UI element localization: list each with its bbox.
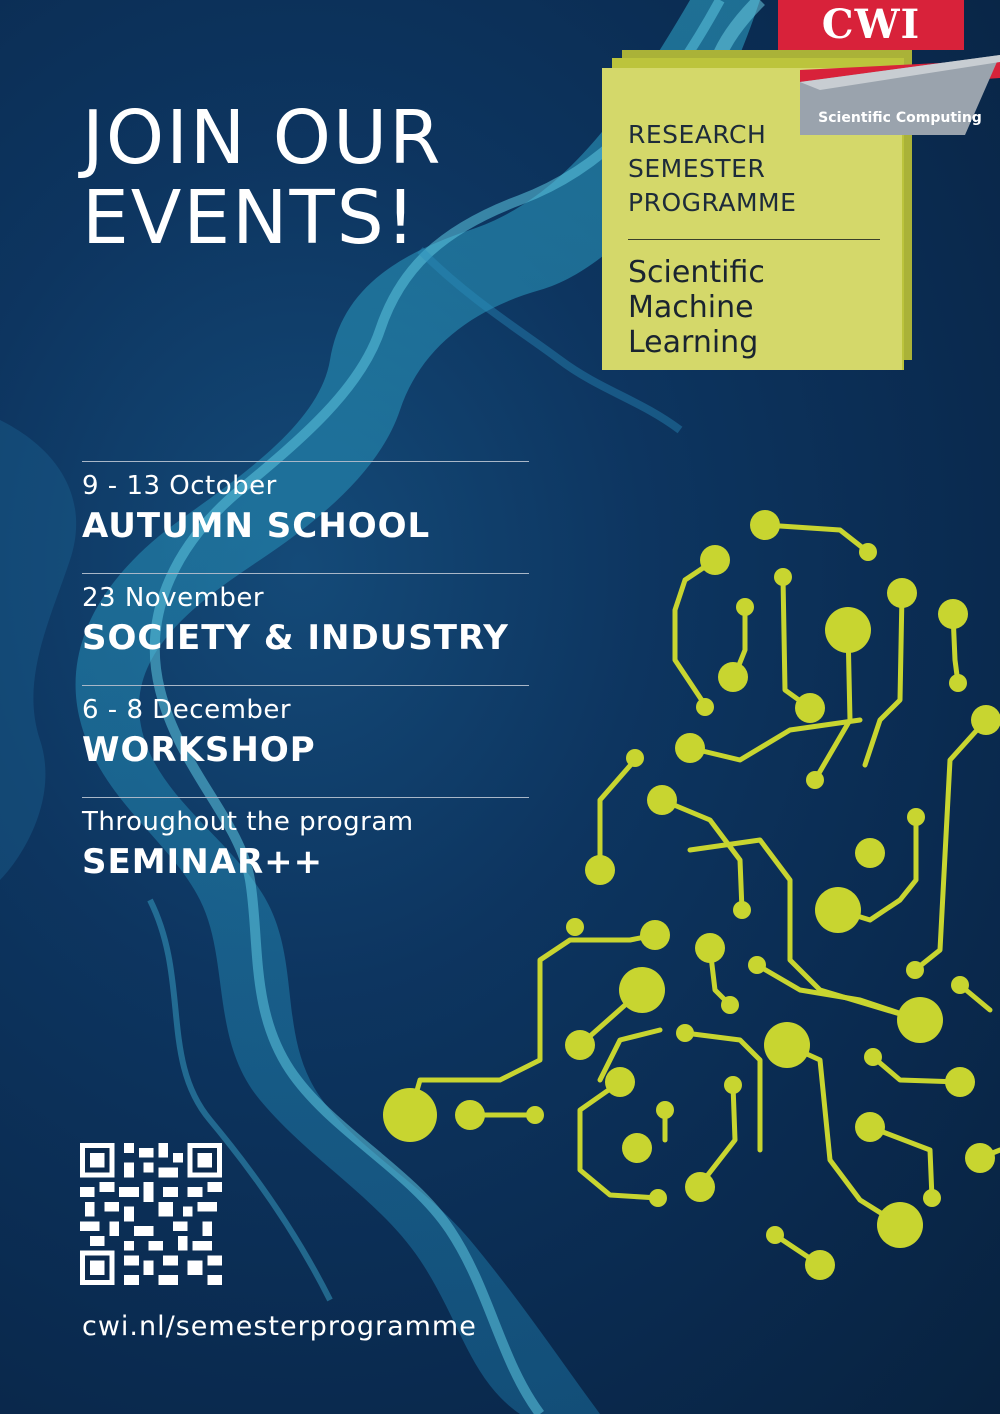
program-kicker-line: PROGRAMME <box>628 188 797 217</box>
program-kicker-line: SEMESTER <box>628 154 766 183</box>
headline-line-1: JOIN OUR <box>82 95 443 181</box>
program-title-line: Machine <box>628 290 754 325</box>
event-name: AUTUMN SCHOOL <box>82 506 431 546</box>
event-name: SEMINAR++ <box>82 842 324 882</box>
website-link[interactable]: cwi.nl/semesterprogramme <box>82 1311 477 1342</box>
event-date: 23 November <box>82 583 265 613</box>
program-title <box>628 255 765 360</box>
circuit-illustration <box>380 500 1000 1400</box>
event-name: WORKSHOP <box>82 730 316 770</box>
program-title-line: Scientific <box>628 255 765 290</box>
card-divider <box>628 239 880 240</box>
headline <box>82 95 443 261</box>
qr-code-icon[interactable] <box>80 1143 222 1285</box>
logo-subtitle: Scientific Computing <box>818 110 982 126</box>
cwi-logo[interactable] <box>760 0 1000 140</box>
event-date: 9 - 13 October <box>82 471 277 501</box>
logo-wordmark: CWI <box>778 0 964 50</box>
program-title-line: Learning <box>628 325 759 360</box>
event-date: 6 - 8 December <box>82 695 292 725</box>
event-date: Throughout the program <box>82 807 414 837</box>
headline-line-2: EVENTS! <box>82 175 418 261</box>
program-kicker-line: RESEARCH <box>628 120 767 149</box>
event-name: SOCIETY & INDUSTRY <box>82 618 509 658</box>
